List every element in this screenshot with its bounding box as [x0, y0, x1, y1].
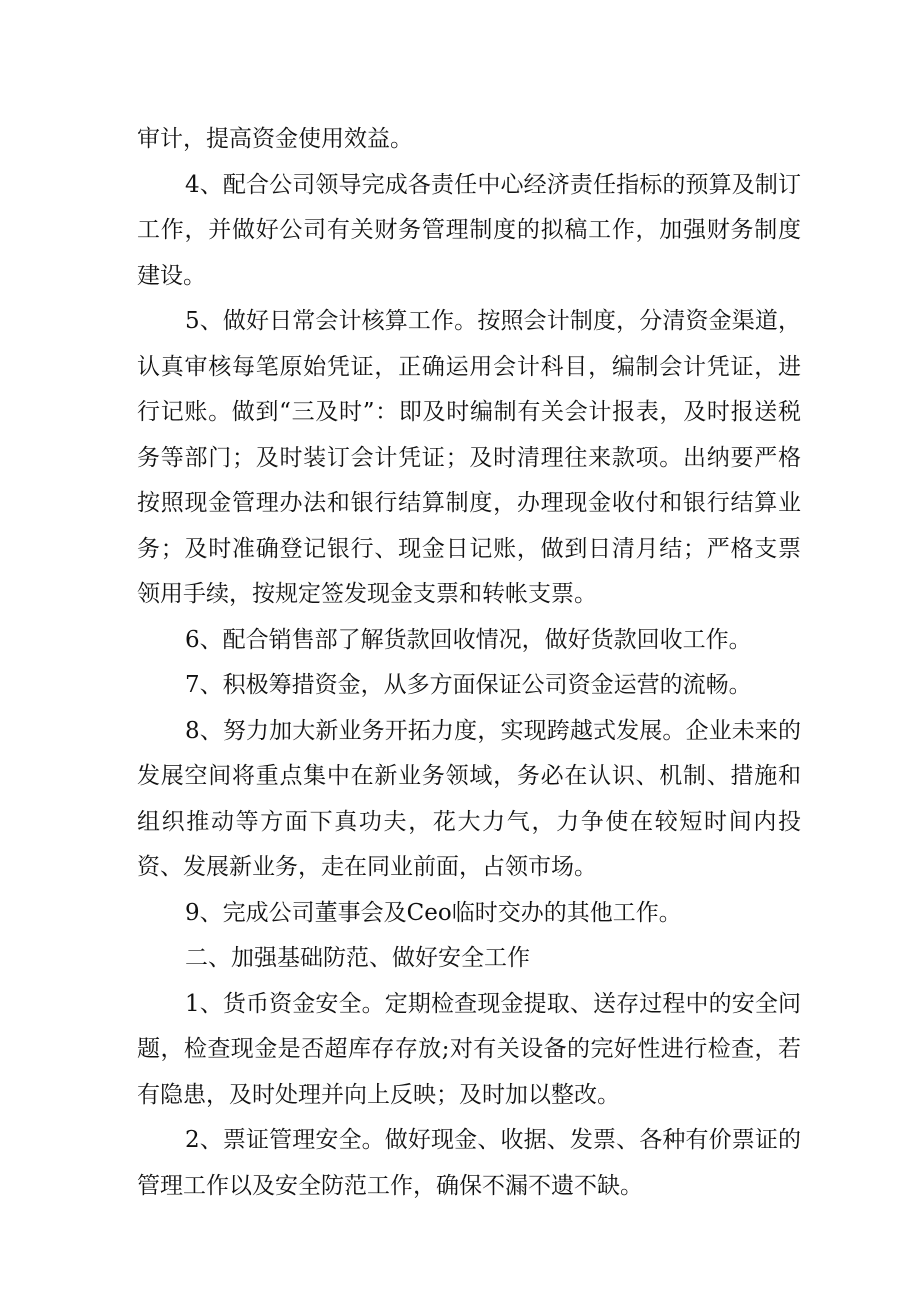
paragraph-item-8: 8、努力加大新业务开拓力度，实现跨越式发展。企业未来的发展空间将重点集中在新业务领域，务必在认识、机制、措施和组织推动等方面下真功夫，花大力气，力争使在较短时间内投资、发展新业务，走在同业前面，占领市场。 — [137, 717, 801, 880]
paragraph-security-2: 2、票证管理安全。做好现金、收据、发票、各种有价票证的管理工作以及安全防范工作，确保不漏不遗不缺。 — [137, 1127, 801, 1199]
paragraph-item-9: 9、完成公司董事会及Ceo临时交办的其他工作。 — [185, 899, 682, 926]
paragraph-item-7: 7、积极筹措资金，从多方面保证公司资金运营的流畅。 — [185, 672, 752, 698]
document-body — [137, 117, 801, 1209]
section-heading-2: 二、加强基础防范、做好安全工作 — [185, 945, 530, 971]
paragraph-item-6: 6、配合销售部了解货款回收情况，做好货款回收工作。 — [185, 626, 752, 653]
paragraph-security-1: 1、货币资金安全。定期检查现金提取、送存过程中的安全问题，检查现金是否超库存存放;对有关设备的完好性进行检查，若有隐患，及时处理并向上反映；及时加以整改。 — [137, 990, 801, 1108]
paragraph-continuation: 审计，提高资金使用效益。 — [137, 126, 413, 152]
paragraph-item-5: 5、做好日常会计核算工作。按照会计制度，分清资金渠道，认真审核每笔原始凭证，正确运用会计科目，编制会计凭证，进行记账。做到“三及时”：即及时编制有关会计报表，及时报送税务等部门；及时装订会计凭证；及时清理往来款项。出纳要严格按照现金管理办法和银行结算制度，办理现金收付和银行结算业务；及时准确登记银行、现金日记账，做到日清月结；严格支票领用手续，按规定签发现金支票和转帐支票。 — [137, 308, 801, 607]
paragraph-item-4: 4、配合公司领导完成各责任中心经济责任指标的预算及制订工作，并做好公司有关财务管理制度的拟稿工作，加强财务制度建设。 — [137, 171, 801, 289]
